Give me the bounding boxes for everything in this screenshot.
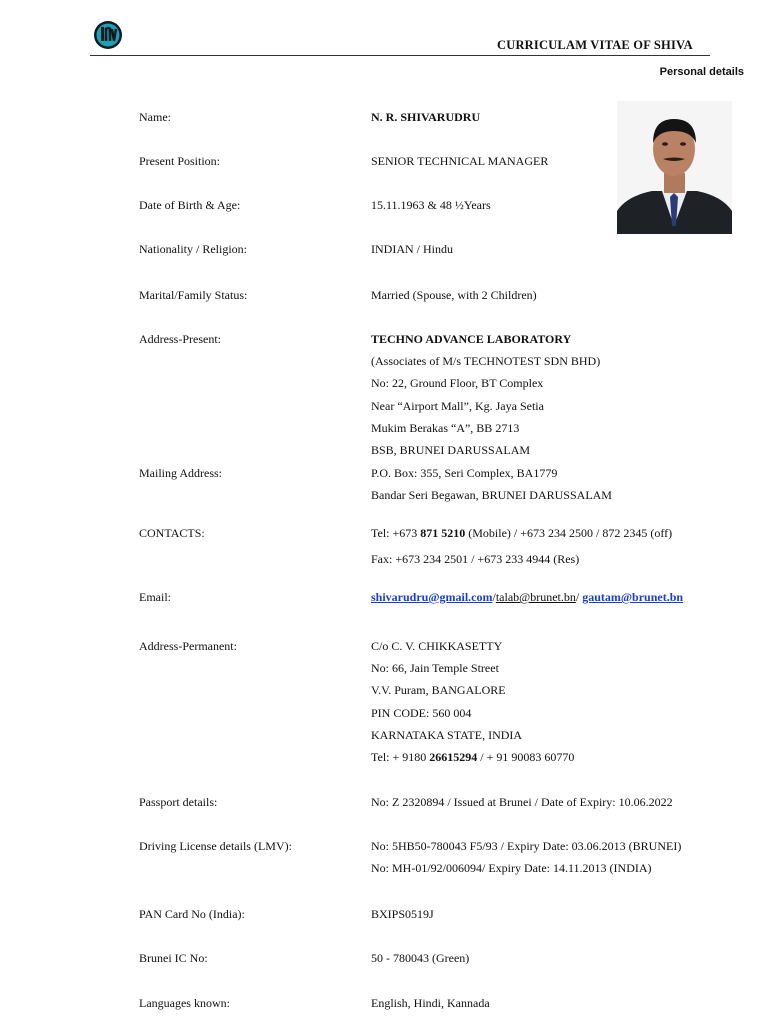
nationality-value: INDIAN / Hindu xyxy=(371,242,453,256)
email-separator: / xyxy=(575,590,583,604)
company-logo-icon xyxy=(93,20,123,50)
driving-label: Driving License details (LMV): xyxy=(139,839,292,853)
mailing-line: Bandar Seri Begawan, BRUNEI DARUSSALAM xyxy=(371,488,612,503)
perm-tel-prefix: Tel: + 9180 xyxy=(371,749,430,764)
address-present-label: Address-Present: xyxy=(139,332,221,346)
contacts-block xyxy=(371,522,672,570)
tel-prefix: Tel: +673 xyxy=(371,526,421,540)
section-label: Personal details xyxy=(659,66,744,78)
profile-photo xyxy=(617,101,732,234)
mailing-line: P.O. Box: 355, Seri Complex, BA1779 xyxy=(371,466,558,480)
address-permanent-label: Address-Permanent: xyxy=(139,639,237,653)
header-divider xyxy=(90,55,710,56)
document-title: CURRICULAM VITAE OF SHIVA xyxy=(497,38,693,52)
marital-label: Marital/Family Status: xyxy=(139,288,248,302)
email-talab[interactable]: talab@brunet.bn xyxy=(495,590,576,604)
tel-suffix: (Mobile) / +673 234 2500 / 872 2345 (off) xyxy=(465,526,673,540)
pan-value: BXIPS0519J xyxy=(371,907,434,921)
address-present-line: (Associates of M/s TECHNOTEST SDN BHD) xyxy=(371,354,601,369)
address-permanent-line: No: 66, Jain Temple Street xyxy=(371,661,499,676)
address-present-line: Mukim Berakas “A”, BB 2713 xyxy=(371,420,520,435)
perm-tel-suffix: / + 91 90083 60770 xyxy=(477,749,575,764)
dob-value: 15.11.1963 & 48 ½Years xyxy=(371,198,491,212)
driving-block xyxy=(371,835,681,879)
email-separator: / xyxy=(492,590,496,604)
name-value: N. R. SHIVARUDRU xyxy=(371,110,481,124)
address-present-line: BSB, BRUNEI DARUSSALAM xyxy=(371,442,531,457)
passport-label: Passport details: xyxy=(139,795,218,809)
brunei-ic-label: Brunei IC No: xyxy=(139,951,208,965)
pan-label: PAN Card No (India): xyxy=(139,907,245,921)
position-value: SENIOR TECHNICAL MANAGER xyxy=(371,154,549,168)
email-value xyxy=(371,586,683,608)
email-label: Email: xyxy=(139,590,171,604)
contacts-fax: Fax: +673 234 2501 / +673 233 4944 (Res) xyxy=(371,552,580,567)
position-label: Present Position: xyxy=(139,154,221,168)
address-permanent-line: KARNATAKA STATE, INDIA xyxy=(371,727,523,742)
contacts-tel xyxy=(371,522,672,544)
address-present-line: TECHNO ADVANCE LABORATORY xyxy=(371,332,572,346)
address-permanent-line: V.V. Puram, BANGALORE xyxy=(371,683,506,698)
email-link-gautam[interactable]: gautam@brunet.bn xyxy=(582,590,684,604)
driving-line: No: MH-01/92/006094/ Expiry Date: 14.11.2013 (INDIA) xyxy=(371,861,652,876)
address-permanent-line: C/o C. V. CHIKKASETTY xyxy=(371,639,503,653)
tel-mobile: 871 5210 xyxy=(420,526,466,540)
address-present-block xyxy=(371,328,600,461)
address-permanent-block xyxy=(371,635,574,768)
driving-line: No: 5HB50-780043 F5/93 / Expiry Date: 03.06.2013 (BRUNEI) xyxy=(371,839,682,853)
passport-value: No: Z 2320894 / Issued at Brunei / Date of Expiry: 10.06.2022 xyxy=(371,795,673,809)
mailing-label: Mailing Address: xyxy=(139,466,222,480)
languages-value: English, Hindi, Kannada xyxy=(371,996,490,1010)
address-permanent-tel xyxy=(371,746,574,768)
languages-label: Languages known: xyxy=(139,996,230,1010)
email-link-gmail[interactable]: shivarudru@gmail.com xyxy=(371,590,493,604)
nationality-label: Nationality / Religion: xyxy=(139,242,247,256)
address-present-line: No: 22, Ground Floor, BT Complex xyxy=(371,376,544,391)
contacts-label: CONTACTS: xyxy=(139,526,205,540)
dob-label: Date of Birth & Age: xyxy=(139,198,241,212)
name-label: Name: xyxy=(139,110,171,124)
brunei-ic-value: 50 - 780043 (Green) xyxy=(371,951,470,965)
marital-value: Married (Spouse, with 2 Children) xyxy=(371,288,537,302)
perm-tel-landline: 26615294 xyxy=(429,749,478,764)
address-present-line: Near “Airport Mall”, Kg. Jaya Setia xyxy=(371,398,544,413)
address-permanent-line: PIN CODE: 560 004 xyxy=(371,705,472,720)
mailing-block xyxy=(371,462,612,506)
